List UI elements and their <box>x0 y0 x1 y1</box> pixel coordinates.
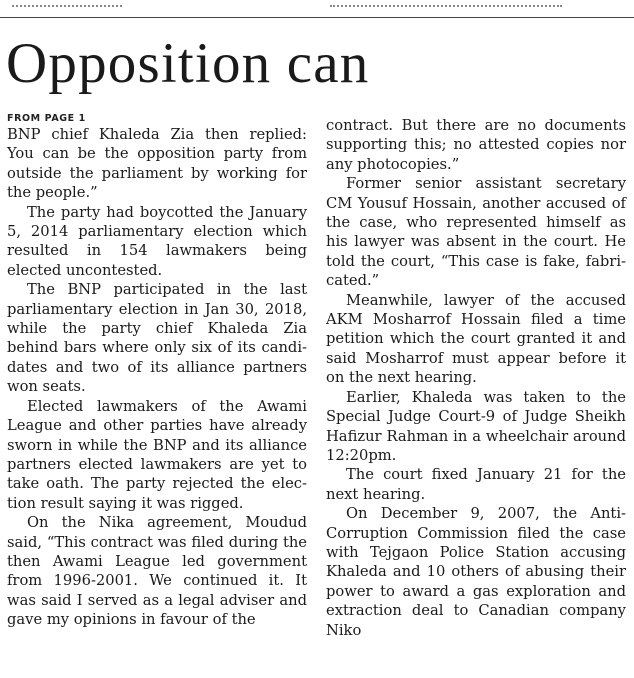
article-headline: Opposition can <box>6 32 370 95</box>
paragraph: On December 9, 2007, the Anti-Corruption Commission filed the case with Tejgaon Police Station accusing Khaleda and 10 others of abusing their power to award a gas exploration and extraction deal to Canadian company Niko <box>326 505 626 639</box>
paragraph: contract. But there are no documents supporting this; no attested copies nor any photocopies.” <box>326 117 626 173</box>
continued-from-label: FROM PAGE 1 <box>7 113 86 124</box>
paragraph: Former senior assistant secretary CM Yousuf Hossain, another accused of the case, who represented himself as his lawyer was absent in the court. He told the court, “This case is fake, fabricated.” <box>326 175 626 290</box>
cropped-text-remnant <box>330 0 562 7</box>
paragraph: The party had boycotted the January 5, 2014 parliamentary election which resulted in 154 lawmakers being elected uncontested. <box>7 203 307 279</box>
cropped-text-remnant <box>12 0 122 7</box>
article-column-right <box>326 116 626 640</box>
article-column-left <box>7 113 307 630</box>
paragraph: The court fixed January 21 for the next hearing. <box>326 466 626 503</box>
paragraph: Elected lawmakers of the Awami League and other parties have already sworn in while the BNP and its alliance partners elected lawmakers are yet to take oath. The party rejected the election result saying it was rigged. <box>7 397 307 512</box>
paragraph: Meanwhile, lawyer of the accused AKM Mosharrof Hossain filed a time petition which the court granted it and said Mosharrof must appear before it on the next hearing. <box>326 291 626 387</box>
paragraph: The BNP participated in the last parliamentary election in Jan 30, 2018, while the party chief Khaleda Zia behind bars where only six of its candidates and two of its alliance partners won seats. <box>7 281 307 396</box>
top-rule <box>0 17 634 18</box>
paragraph: Earlier, Khaleda was taken to the Special Judge Court-9 of Judge Sheikh Hafizur Rahman in a wheelchair around 12:20pm. <box>326 388 626 464</box>
paragraph: On the Nika agreement, Moudud said, “This contract was filed during the then Awami League led government from 1996-2001. We continued it. It was said I served as a legal adviser and gave my opinions in favour of the <box>7 514 307 629</box>
paragraph: BNP chief Khaleda Zia then replied: You can be the opposition party from outside the parliament by working for the people.” <box>7 126 307 202</box>
